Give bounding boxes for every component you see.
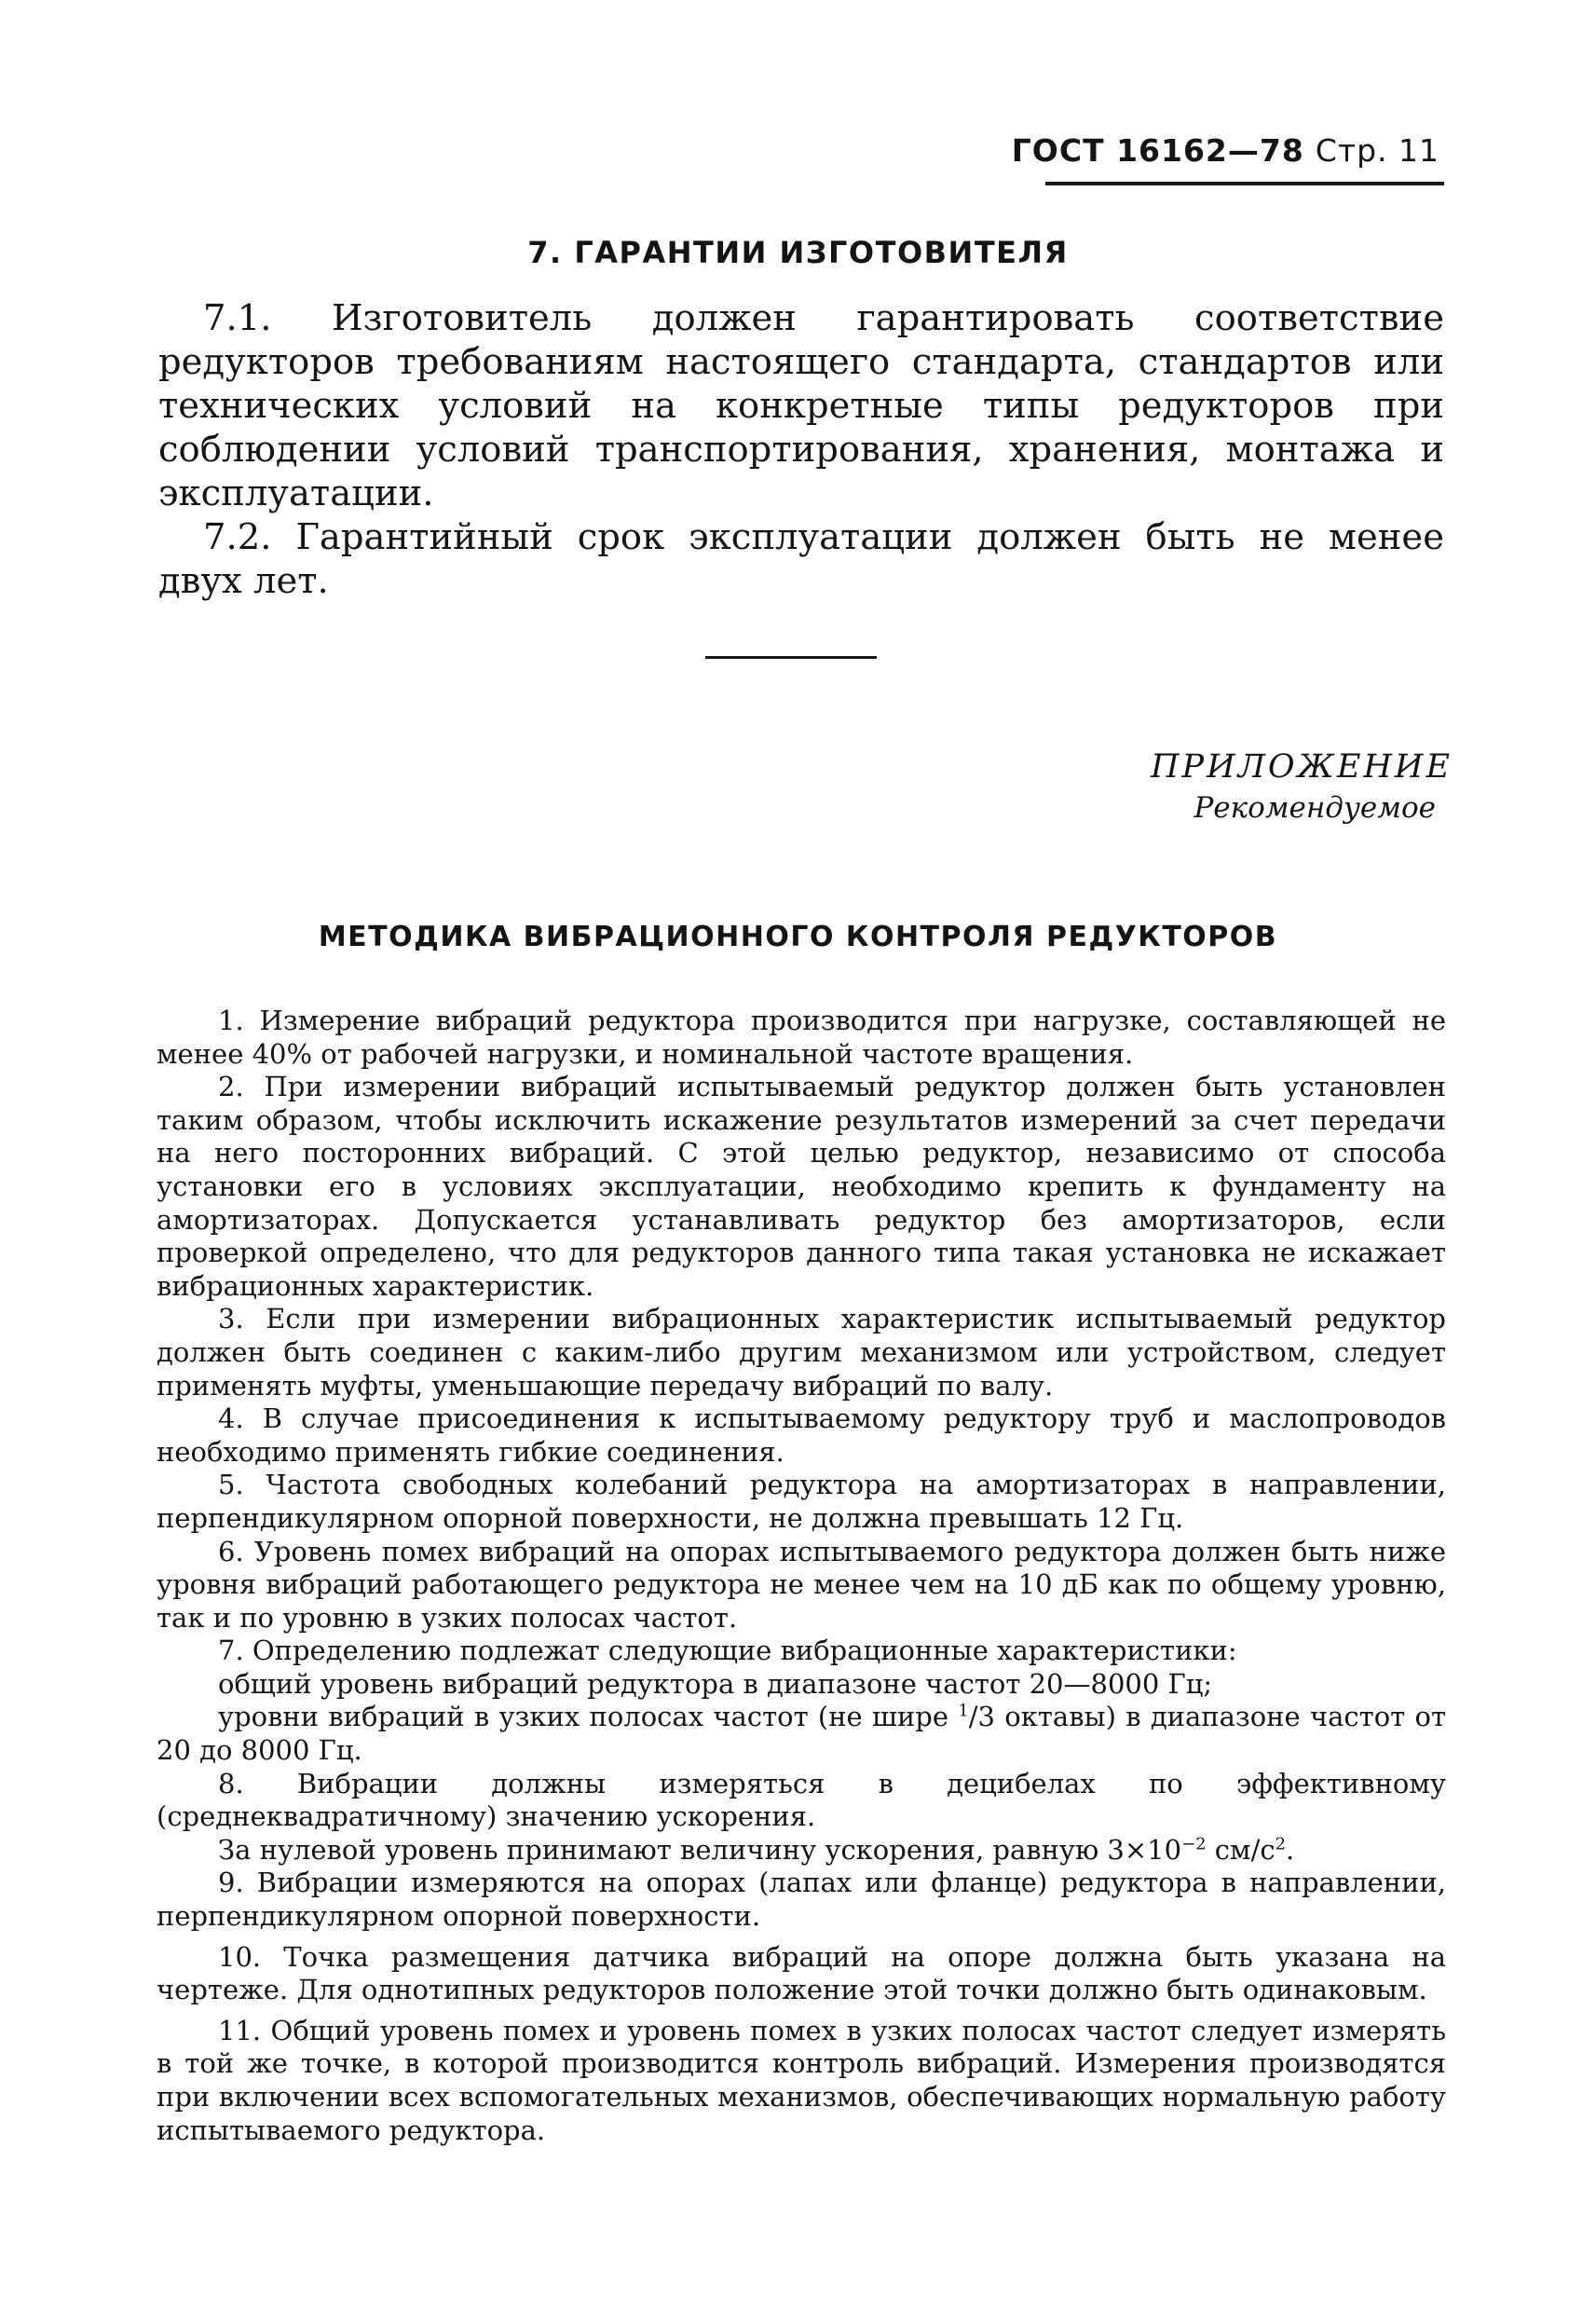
- text-run: уровни вибраций в узких полосах частот (не шире: [218, 1701, 959, 1733]
- fraction-denominator: /3: [968, 1701, 995, 1733]
- text-run: октавы) в диапазоне частот от 20 до 8000 Гц.: [157, 1701, 1447, 1767]
- method-paragraph-7: 7. Определению подлежат следующие вибрационные характеристики:: [218, 1635, 1237, 1667]
- method-paragraph-7a: общий уровень вибраций редуктора в диапазоне частот 20—8000 Гц;: [218, 1667, 1213, 1700]
- appendix-status: Рекомендуемое: [1194, 791, 1436, 825]
- method-paragraph-7b: [157, 1701, 1446, 1767]
- page-number: Стр. 11: [1315, 132, 1439, 169]
- method-paragraph-1: 1. Измерение вибраций редуктора производится при нагрузке, составляющей не менее 40% от рабочей нагрузки, и номинальной частоте вращения.: [157, 1005, 1446, 1070]
- section-7-title: 7. ГАРАНТИИ ИЗГОТОВИТЕЛЯ: [527, 235, 1069, 270]
- running-header: [1012, 132, 1439, 169]
- methodology-body: [157, 1005, 1446, 2147]
- method-paragraph-10: 10. Точка размещения датчика вибраций на опоре должна быть указана на чертеже. Для однотипных редукторов положение этой точки должно быть одинаковым.: [157, 1940, 1446, 2006]
- paragraph-7-2: 7.2. Гарантийный срок эксплуатации должен быть не менее двух лет.: [158, 516, 1444, 602]
- exponent: −2: [1181, 1834, 1207, 1854]
- divider-rule: [705, 656, 877, 659]
- method-paragraph-5: 5. Частота свободных колебаний редуктора на амортизаторах в направлении, перпендикулярном опорной поверхности, не должна превышать 12 Гц.: [157, 1469, 1446, 1534]
- text-run: .: [1286, 1833, 1295, 1866]
- method-paragraph-3: 3. Если при измерении вибрационных характеристик испытываемый редуктор должен быть соединен с каким-либо другим механизмом или устройством, следует применять муфты, уменьшающие передачу вибраций по валу.: [157, 1303, 1446, 1402]
- method-paragraph-2: 2. При измерении вибраций испытываемый редуктор должен быть установлен таким образом, чтобы исключить искажение результатов измерений за счет передачи на него посторонних вибраций. С этой целью редуктор, независимо от способа установки его в условиях эксплуатации, необходимо крепить к фундаменту на амортизаторах. Допускается устанавливать редуктор без амортизаторов, если проверкой определено, что для редукторов данного типа такая установка не искажает вибрационных характеристик.: [157, 1071, 1446, 1302]
- methodology-title: МЕТОДИКА ВИБРАЦИОННОГО КОНТРОЛЯ РЕДУКТОРОВ: [318, 921, 1278, 953]
- appendix-heading: [1151, 746, 1453, 828]
- standard-number: ГОСТ 16162—78: [1011, 132, 1304, 169]
- method-paragraph-6: 6. Уровень помех вибраций на опорах испытываемого редуктора должен быть ниже уровня вибраций работающего редуктора не менее чем на 10 дБ как по общему уровню, так и по уровню в узких полосах частот.: [157, 1535, 1446, 1634]
- method-paragraph-8a: [157, 1834, 1446, 1867]
- text-run: За нулевой уровень принимают величину ускорения, равную 3×10: [218, 1833, 1182, 1866]
- section-7-body: [158, 296, 1444, 603]
- header-rule: [1045, 182, 1444, 185]
- exponent: 2: [1275, 1834, 1287, 1854]
- method-paragraph-9: 9. Вибрации измеряются на опорах (лапах или фланце) редуктора в направлении, перпендикулярном опорной поверхности.: [157, 1867, 1446, 1933]
- text-run: см/с: [1206, 1833, 1275, 1866]
- appendix-label: ПРИЛОЖЕНИЕ: [1151, 748, 1453, 786]
- method-paragraph-4: 4. В случае присоединения к испытываемому редуктору труб и маслопроводов необходимо применять гибкие соединения.: [157, 1402, 1446, 1468]
- method-paragraph-8: 8. Вибрации должны измеряться в децибелах по эффективному (среднеквадратичному) значению ускорения.: [157, 1767, 1446, 1833]
- fraction-numerator: 1: [958, 1701, 969, 1721]
- method-paragraph-11: 11. Общий уровень помех и уровень помех в узких полосах частот следует измерять в той же точке, в которой производится контроль вибраций. Измерения производятся при включении всех вспомогательных механизмов, обеспечивающих нормальную работу испытываемого редуктора.: [157, 2014, 1446, 2146]
- paragraph-7-1: 7.1. Изготовитель должен гарантировать соответствие редукторов требованиям настоящего стандарта, стандартов или технических условий на конкретные типы редукторов при соблюдении условий транспортирования, хранения, монтажа и эксплуатации.: [158, 297, 1444, 514]
